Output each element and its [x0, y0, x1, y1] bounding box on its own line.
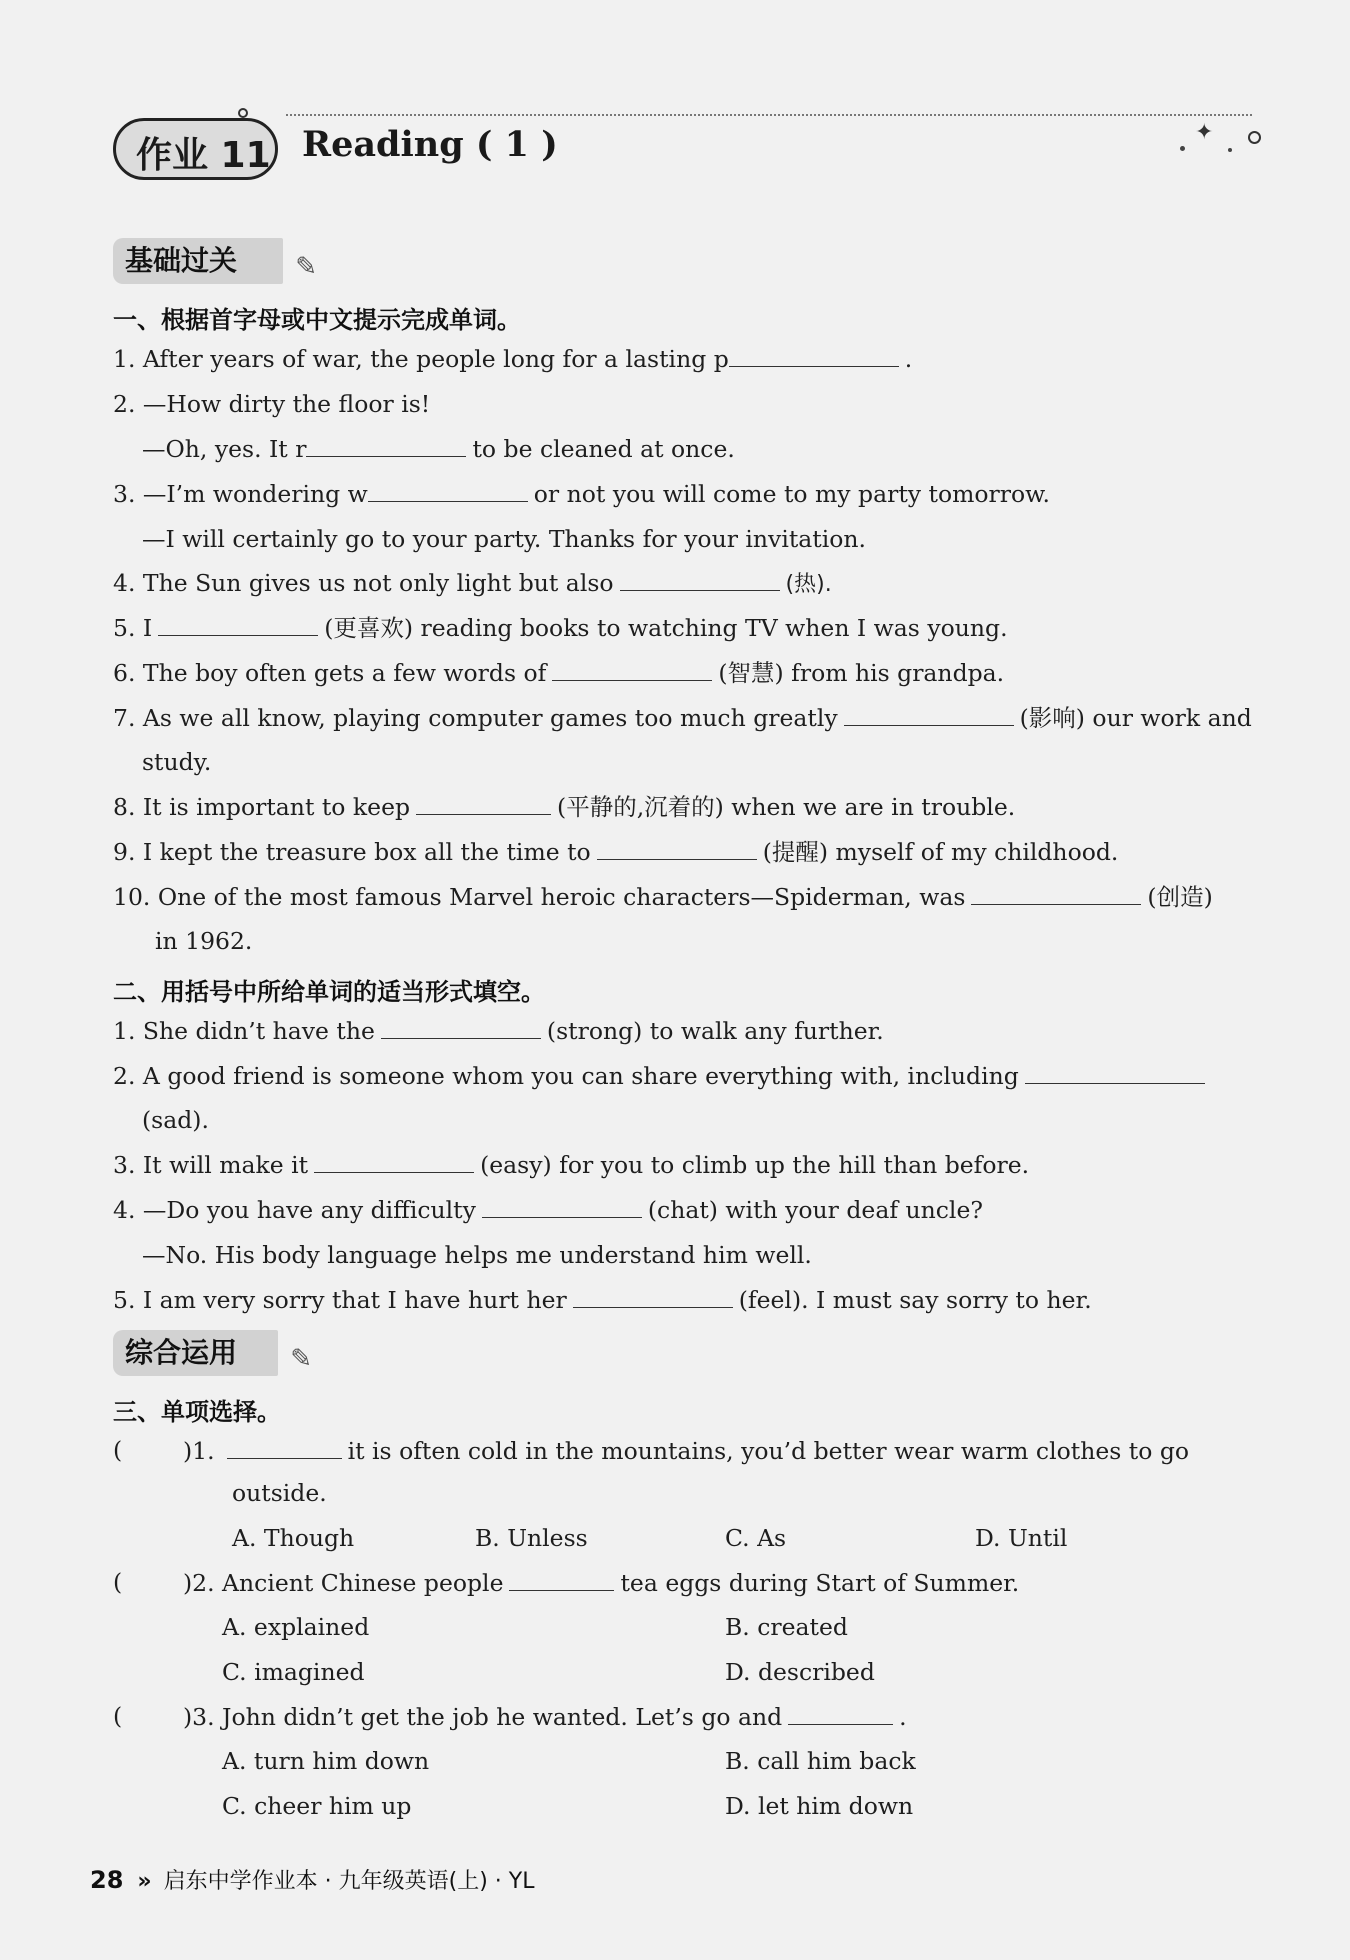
part1-q2b: —Oh, yes. It r to be cleaned at once. [142, 435, 735, 463]
answer-blank[interactable] [306, 434, 466, 457]
part1-q8: 8. It is important to keep (平静的,沉着的) when we are in trouble. [113, 793, 1016, 821]
option-d[interactable]: D. let him down [725, 1792, 914, 1820]
chevron-right-icon: » [137, 1869, 152, 1894]
part1-q9: 9. I kept the treasure box all the time to (提醒) myself of my childhood. [113, 838, 1119, 866]
header-dot-left [238, 108, 248, 118]
part1-q4: 4. The Sun gives us not only light but also (热). [113, 569, 832, 597]
header-dotted-line [286, 114, 1252, 116]
answer-blank[interactable] [227, 1436, 342, 1459]
answer-blank[interactable] [552, 658, 712, 681]
part2-q3: 3. It will make it (easy) for you to climb up the hill than before. [113, 1151, 1030, 1179]
part1-q5: 5. I (更喜欢) reading books to watching TV when I was young. [113, 614, 1008, 642]
option-b[interactable]: B. created [725, 1613, 848, 1641]
part2-q2b: (sad). [142, 1106, 209, 1134]
part2-q4b: —No. His body language helps me understand him well. [142, 1241, 812, 1269]
pencil-icon: ✎ [295, 252, 317, 282]
answer-blank[interactable] [844, 703, 1014, 726]
homework-badge [113, 118, 278, 180]
section-tag-label: 基础过关 [125, 244, 238, 277]
part1-q7b: study. [142, 748, 212, 776]
answer-blank[interactable] [1025, 1061, 1205, 1084]
header-dot-small [1180, 146, 1185, 151]
answer-blank[interactable] [314, 1150, 474, 1173]
answer-blank[interactable] [158, 613, 318, 636]
answer-blank[interactable] [381, 1016, 541, 1039]
section-tag-comprehensive [113, 1330, 312, 1376]
part2-q1: 1. She didn’t have the (strong) to walk any further. [113, 1017, 884, 1045]
option-b[interactable]: B. call him back [725, 1747, 916, 1775]
part3-heading: 三、单项选择。 [113, 1398, 281, 1426]
part2-heading: 二、用括号中所给单词的适当形式填空。 [113, 978, 545, 1006]
part1-heading: 一、根据首字母或中文提示完成单词。 [113, 306, 521, 334]
answer-paren[interactable]: ( [113, 1702, 123, 1730]
option-d[interactable]: D. Until [975, 1524, 1068, 1552]
answer-blank[interactable] [620, 568, 780, 591]
part3-q3: )3. John didn’t get the job he wanted. Let’s go and . [183, 1703, 907, 1731]
option-c[interactable]: C. As [725, 1524, 787, 1552]
answer-blank[interactable] [788, 1702, 893, 1725]
answer-paren[interactable]: ( [113, 1436, 123, 1464]
answer-blank[interactable] [416, 792, 551, 815]
header-dot-small [1228, 148, 1232, 152]
part1-q10b: in 1962. [155, 927, 253, 955]
book-title: 启东中学作业本 · 九年级英语(上) · YL [163, 1869, 535, 1894]
answer-blank[interactable] [573, 1285, 733, 1308]
page-number: 28 [90, 1866, 124, 1894]
answer-blank[interactable] [597, 837, 757, 860]
page-title: Reading ( 1 ) [302, 124, 558, 165]
part1-q1: 1. After years of war, the people long for a lasting p . [113, 345, 913, 373]
option-d[interactable]: D. described [725, 1658, 875, 1686]
answer-blank[interactable] [509, 1568, 614, 1591]
sparkle-icon: ✦ [1195, 120, 1214, 145]
option-c[interactable]: C. imagined [222, 1658, 365, 1686]
part1-q7: 7. As we all know, playing computer games too much greatly (影响) our work and [113, 704, 1252, 732]
answer-blank[interactable] [482, 1195, 642, 1218]
part3-q2: )2. Ancient Chinese people tea eggs during Start of Summer. [183, 1569, 1020, 1597]
part1-q3b: —I will certainly go to your party. Thanks for your invitation. [142, 525, 867, 553]
part2-q4a: 4. —Do you have any difficulty (chat) with your deaf uncle? [113, 1196, 983, 1224]
part3-q1b: outside. [232, 1479, 327, 1507]
header-dot-right [1248, 131, 1261, 144]
option-a[interactable]: A. turn him down [222, 1747, 430, 1775]
part1-q3a: 3. —I’m wondering w or not you will come to my party tomorrow. [113, 480, 1050, 508]
part3-q1: )1. it is often cold in the mountains, you’d better wear warm clothes to go [183, 1437, 1190, 1465]
part2-q5: 5. I am very sorry that I have hurt her (feel). I must say sorry to her. [113, 1286, 1092, 1314]
part1-q2a: 2. —How dirty the floor is! [113, 390, 431, 418]
answer-blank[interactable] [368, 479, 528, 502]
part1-q6: 6. The boy often gets a few words of (智慧) from his grandpa. [113, 659, 1005, 687]
option-c[interactable]: C. cheer him up [222, 1792, 412, 1820]
option-a[interactable]: A. explained [222, 1613, 370, 1641]
option-b[interactable]: B. Unless [475, 1524, 588, 1552]
section-tag-basic [113, 238, 317, 284]
section-tag-label: 综合运用 [125, 1336, 238, 1369]
part1-q10: 10. One of the most famous Marvel heroic characters—Spiderman, was (创造) [113, 883, 1213, 911]
page-footer [90, 1864, 534, 1895]
part2-q2: 2. A good friend is someone whom you can share everything with, including [113, 1061, 1211, 1091]
pencil-icon: ✎ [290, 1344, 312, 1374]
answer-blank[interactable] [729, 344, 899, 367]
answer-blank[interactable] [971, 882, 1141, 905]
answer-paren[interactable]: ( [113, 1568, 123, 1596]
option-a[interactable]: A. Though [232, 1524, 355, 1552]
badge-label: 作业 11 [136, 135, 271, 176]
